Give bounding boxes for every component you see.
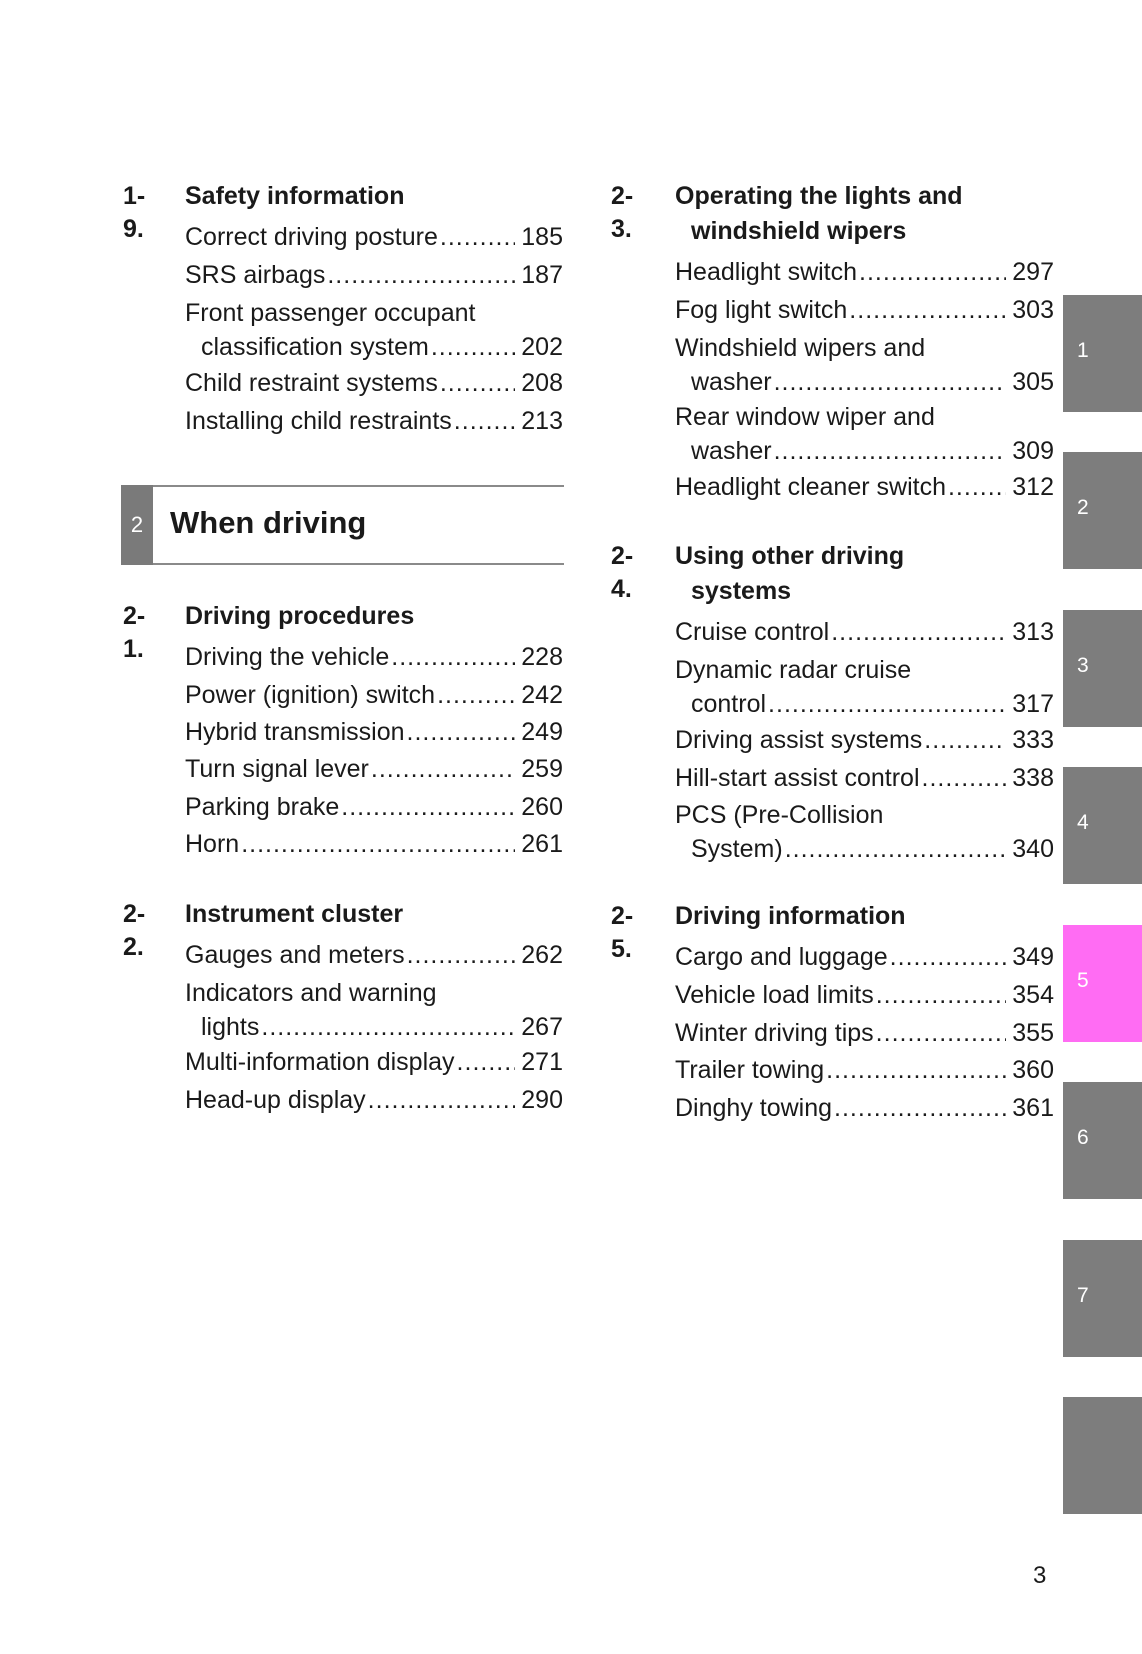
toc-entry[interactable]: Fog light switch ..... 303 [675,293,1054,327]
toc-entry[interactable]: PCS (Pre-Collision System) ..... 340 [675,798,1054,866]
section-title: Driving information [675,902,906,930]
page-ref: 297 [1012,258,1054,286]
page-ref: 228 [521,643,563,671]
toc-entry[interactable]: Cargo and luggage ..... 349 [675,940,1054,974]
page-ref: 305 [1012,368,1054,396]
toc-entry[interactable]: Vehicle load limits ..... 354 [675,978,1054,1012]
toc-entry[interactable]: Gauges and meters ..... 262 [185,938,563,972]
toc-entry[interactable]: Rear window wiper and washer ..... 309 [675,400,1054,468]
page-ref: 249 [521,718,563,746]
section-number: 2-1. [123,602,146,663]
chapter-tab-7[interactable]: 7 [1063,1240,1142,1357]
section-number: 2-4. [611,542,634,603]
page-ref: 267 [521,1013,563,1041]
page-ref: 355 [1012,1019,1054,1047]
toc-entry[interactable]: Parking brake ..... 260 [185,790,563,824]
toc-entry[interactable]: Turn signal lever ..... 259 [185,752,563,786]
toc-entry[interactable]: SRS airbags ..... 187 [185,258,563,292]
chapter-tab-4[interactable]: 4 [1063,767,1142,884]
toc-entry[interactable]: Headlight cleaner switch ..... 312 [675,470,1054,504]
toc-entry[interactable]: Multi-information display ..... 271 [185,1045,563,1079]
chapter-tab-6[interactable]: 6 [1063,1082,1142,1199]
chapter-tab-5[interactable]: 5 [1063,925,1142,1042]
section-number: 1-9. [123,182,146,243]
section-title: Driving procedures [185,602,415,630]
page-ref: 360 [1012,1056,1054,1084]
section-title-cont: windshield wipers [691,217,907,245]
toc-entry[interactable]: Headlight switch ..... 297 [675,255,1054,289]
toc-entry[interactable]: Dinghy towing ..... 361 [675,1091,1054,1125]
toc-entry[interactable]: Hybrid transmission ..... 249 [185,715,563,749]
toc-entry[interactable]: Power (ignition) switch ..... 242 [185,678,563,712]
page-ref: 312 [1012,473,1054,501]
section-title: Using other driving [675,542,905,570]
toc-entry[interactable]: Dynamic radar cruise control ..... 317 [675,653,1054,721]
page-ref: 361 [1012,1094,1054,1122]
section-number: 2-2. [123,900,146,961]
section-title: Instrument cluster [185,900,404,928]
toc-entry[interactable]: Indicators and warning lights ..... 267 [185,976,563,1044]
toc-entry[interactable]: Driving assist systems ..... 333 [675,723,1054,757]
chapter-banner [121,485,564,565]
page-ref: 303 [1012,296,1054,324]
page-ref: 202 [521,333,563,361]
page-ref: 259 [521,755,563,783]
toc-entry[interactable]: Driving the vehicle ..... 228 [185,640,563,674]
page-ref: 185 [521,223,563,251]
toc-entry[interactable]: Cruise control ..... 313 [675,615,1054,649]
section-title: Operating the lights and [675,182,963,210]
page-ref: 309 [1012,437,1054,465]
page-ref: 260 [521,793,563,821]
page-ref: 340 [1012,835,1054,863]
section-number: 2-3. [611,182,634,243]
page-ref: 313 [1012,618,1054,646]
section-title: Safety information [185,182,405,210]
page-ref: 242 [521,681,563,709]
toc-entry[interactable]: Head-up display ..... 290 [185,1083,563,1117]
toc-entry[interactable]: Correct driving posture ..... 185 [185,220,563,254]
page-ref: 262 [521,941,563,969]
section-title-cont: systems [691,577,792,605]
chapter-title: When driving [170,505,367,540]
toc-entry[interactable]: Horn ..... 261 [185,827,563,861]
chapter-tab-8[interactable] [1063,1397,1142,1514]
chapter-tab-3[interactable]: 3 [1063,610,1142,727]
page-ref: 349 [1012,943,1054,971]
chapter-tab-2[interactable]: 2 [1063,452,1142,569]
divider [153,485,564,487]
page-ref: 261 [521,830,563,858]
toc-entry[interactable]: Windshield wipers and washer ..... 305 [675,331,1054,399]
page-ref: 271 [521,1048,563,1076]
chapter-number: 2 [121,485,153,565]
toc-entry[interactable]: Front passenger occupant classification system ..... 202 [185,296,563,364]
toc-entry[interactable]: Hill-start assist control ..... 338 [675,761,1054,795]
page-ref: 213 [521,407,563,435]
section-number: 2-5. [611,902,634,963]
page-ref: 290 [521,1086,563,1114]
page-number: 3 [1033,1562,1047,1589]
page-ref: 187 [521,261,563,289]
toc-entry[interactable]: Installing child restraints ..... 213 [185,404,563,438]
page-ref: 208 [521,369,563,397]
chapter-tab-1[interactable]: 1 [1063,295,1142,412]
page-ref: 317 [1012,690,1054,718]
divider [153,563,564,565]
toc-entry[interactable]: Winter driving tips ..... 355 [675,1016,1054,1050]
page-ref: 333 [1012,726,1054,754]
page-ref: 338 [1012,764,1054,792]
toc-entry[interactable]: Child restraint systems ..... 208 [185,366,563,400]
toc-entry[interactable]: Trailer towing ..... 360 [675,1053,1054,1087]
page-ref: 354 [1012,981,1054,1009]
